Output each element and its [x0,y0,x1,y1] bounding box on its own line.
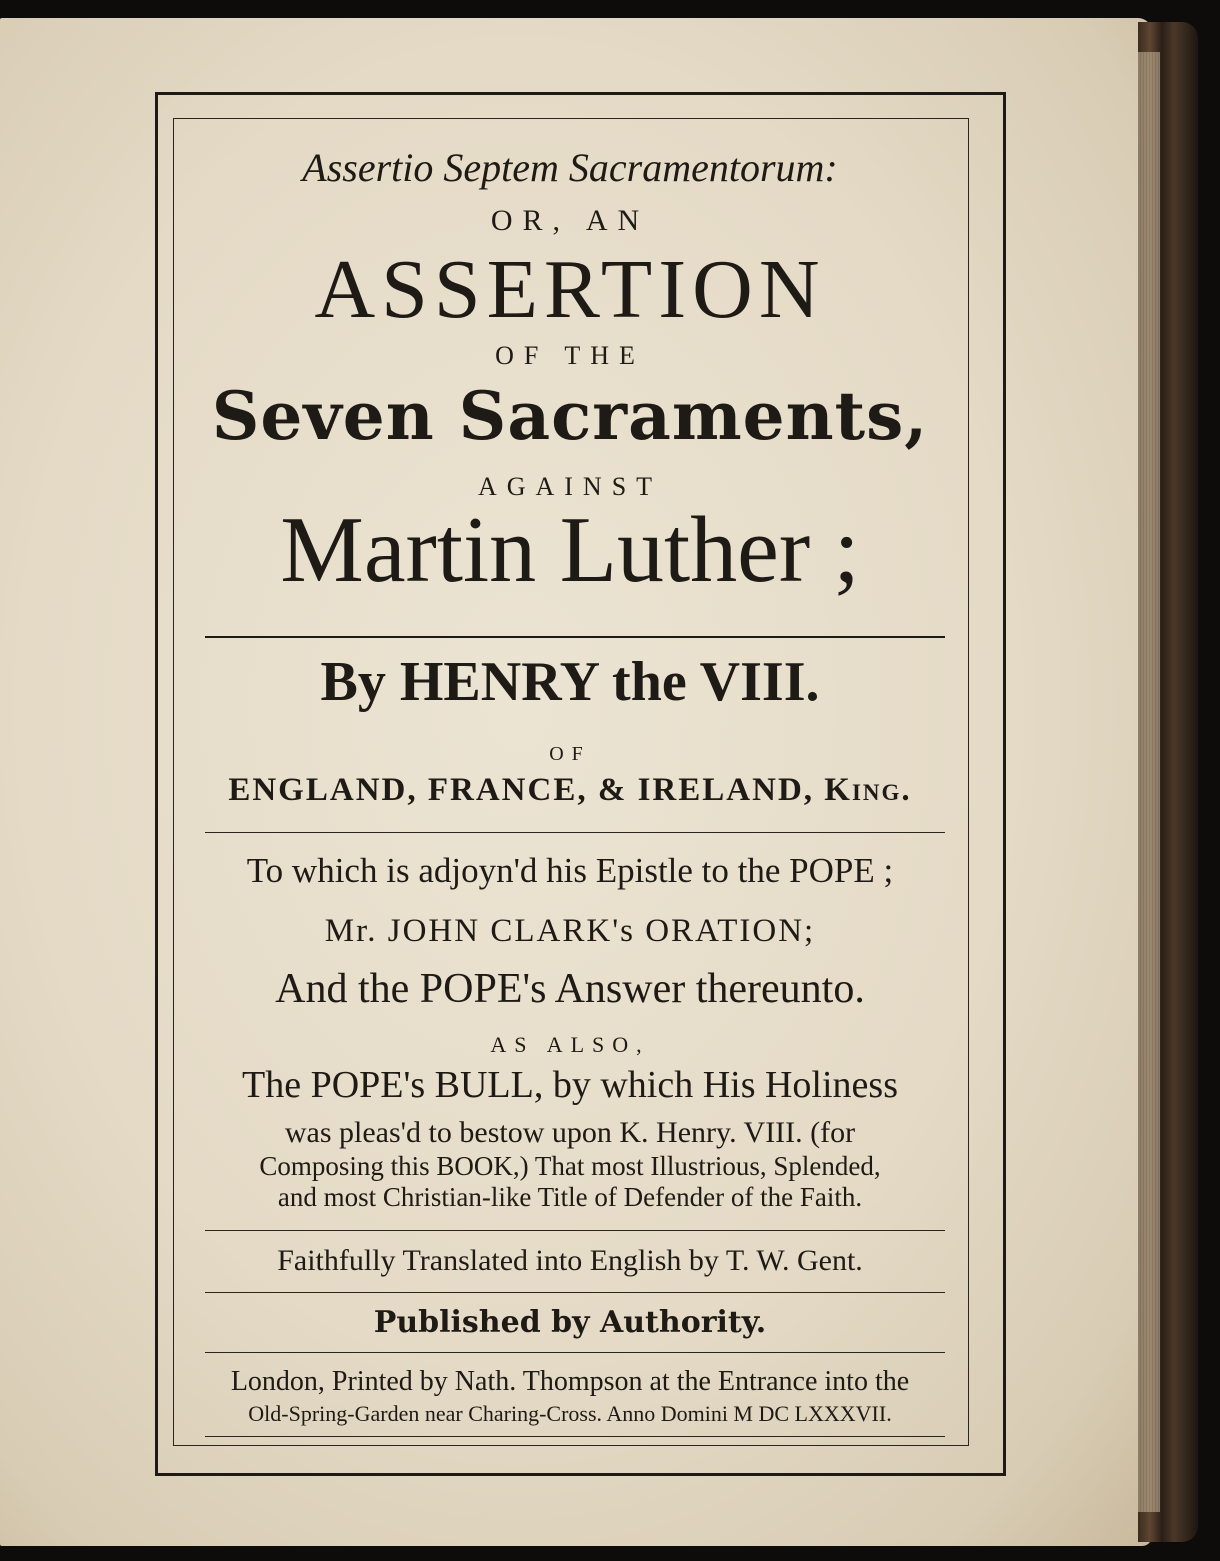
of-line: OF [549,743,591,765]
rule-3 [205,1230,945,1231]
rule-1 [205,636,945,638]
epistle-line: To which is adjoyn'd his Epistle to the POPE ; [246,851,894,890]
translator-line: Faithfully Translated into English by T. W. Gent. [277,1244,863,1277]
latin-title: Assertio Septem Sacramentorum: [302,145,838,190]
rule-4 [205,1292,945,1293]
rule-5 [205,1352,945,1353]
rule-6 [205,1436,945,1437]
bull-line-2: was pleas'd to bestow upon K. Henry. VIII. (for [284,1116,856,1149]
imprint-line-2: Old-Spring-Garden near Charing-Cross. Anno Domini M DC LXXXVII. [248,1401,892,1426]
bull-line-4: and most Christian-like Title of Defender of the Faith. [277,1182,863,1212]
assertion-heading: ASSERTION [314,243,826,336]
martin-luther-heading: Martin Luther ; [280,498,860,602]
seven-sacraments-heading: Seven Sacraments, [211,377,929,455]
answer-line: And the POPE's Answer thereunto. [275,966,865,1012]
imprint-line-1: London, Printed by Nath. Thompson at the Entrance into the [230,1366,910,1397]
against-line: AGAINST [477,472,663,501]
kingdoms-line: ENGLAND, FRANCE, & IRELAND, King. [228,772,912,808]
published-line: Published by Authority. [373,1305,767,1340]
bull-line-1: The POPE's BULL, by which His Holiness [241,1064,898,1106]
bull-line-3: Composing this BOOK,) That most Illustrious, Splended, [259,1151,881,1181]
as-also-line: AS ALSO, [490,1032,650,1057]
oration-line: Mr. JOHN CLARK's ORATION; [324,913,816,949]
or-an-line: OR, AN [490,204,650,237]
author-line: By HENRY the VIII. [320,651,820,713]
rule-2 [205,832,945,833]
of-the-line: OF THE [495,341,645,370]
book-spine-edge [1138,22,1198,1542]
